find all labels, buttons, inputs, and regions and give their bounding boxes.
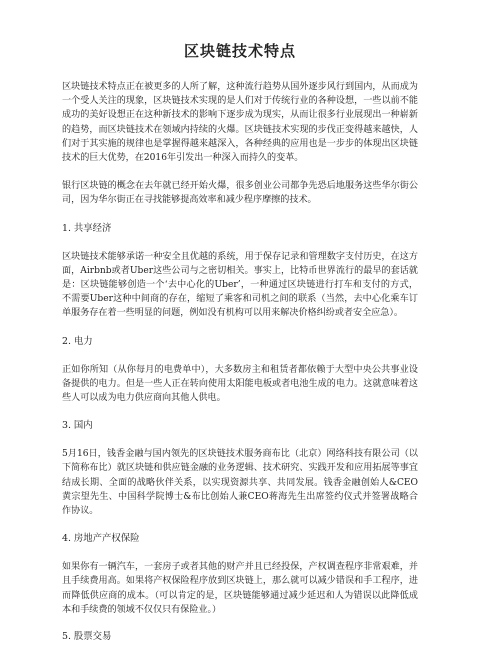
section-heading-stock-exchange: 5. 股票交易	[62, 631, 112, 643]
section-body-sharing-economy: 区块链技术能够承诺一种安全且优越的系统，用于保存记录和管理数字支付历史，在这方面，Airbnb或者Uber这些公司与之密切相关。事实上，比特币世界流行的最早的套话就是：区块链能够创造一个‘去中心化的Uber’，一种通过区块链进行打车和支付的方式，不需要Uber这种中间商的存在，缩短了乘客和司机之间的联系（当然，去中心化乘车订单服务存在着一些明显的问题，例如没有机构可以用来解决价格纠纷或者安全应急）。	[62, 251, 418, 319]
document-title: 区块链技术特点	[183, 42, 296, 60]
section-heading-sharing-economy: 1. 共享经济	[62, 222, 112, 234]
section-heading-title-insurance: 4. 房地产产权保险	[62, 533, 140, 545]
intro-paragraph-1: 区块链技术特点正在被更多的人所了解，这种流行趋势从国外逐步风行到国内，从而成为一个受人关注的现象，区块链技术实现的是人们对于传统行业的各种设想，一些以前不能成功的美好设想正在这种新技术的影响下逐步成为现实，从而让很多行业展现出一种崭新的趋势，而区块链技术在领域内持续的火爆。区块链技术实现的步伐正变得越来越快，人们对于其实施的规律也是掌握得越来越深入，各种经典的应用也是一步步的体现出区块链技术的巨大优势，在2016年引发出一种深入而持久的变革。	[62, 82, 418, 164]
section-heading-electricity: 2. 电力	[62, 335, 93, 347]
section-body-domestic: 5月16日，钱香金融与国内领先的区块链技术服务商布比（北京）网络科技有限公司（以下简称布比）就区块链和供应链金融的业务逻辑、技术研究、实践开发和应用拓展等事宜结成长期、全面的战略伙伴关系，以实现资源共享、共同发展。钱香金融创始人&CEO黄宗望先生、中国科学院博士&布比创始人兼CEO蒋海先生出席签约仪式并签署战略合作协议。	[62, 449, 418, 517]
section-body-title-insurance: 如果你有一辆汽车，一套房子或者其他的财产并且已经投保，产权调查程序非常艰难，并且手续费用高。如果将产权保险程序放到区块链上，那么就可以减少错误和手工程序，进而降低供应商的成本。（可以肯定的是，区块链能够通过减少延迟和人为错误以此降低成本和手续费的领域不仅仅只有保险业。）	[62, 562, 418, 615]
intro-paragraph-2: 银行区块链的概念在去年就已经开始火爆，很多创业公司都争先恐后地服务这些华尔街公司，因为华尔街正在寻找能够提高效率和减少程序摩擦的技术。	[62, 181, 418, 206]
section-body-electricity: 正如你所知（从你每月的电费单中），大多数房主和租赁者都依赖于大型中央公共事业设备提供的电力。但是一些人正在转向使用太阳能电板或者电池生成的电力。这就意味着这些人可以成为电力供应商向其他人供电。	[62, 364, 418, 404]
section-heading-domestic: 3. 国内	[62, 420, 93, 432]
